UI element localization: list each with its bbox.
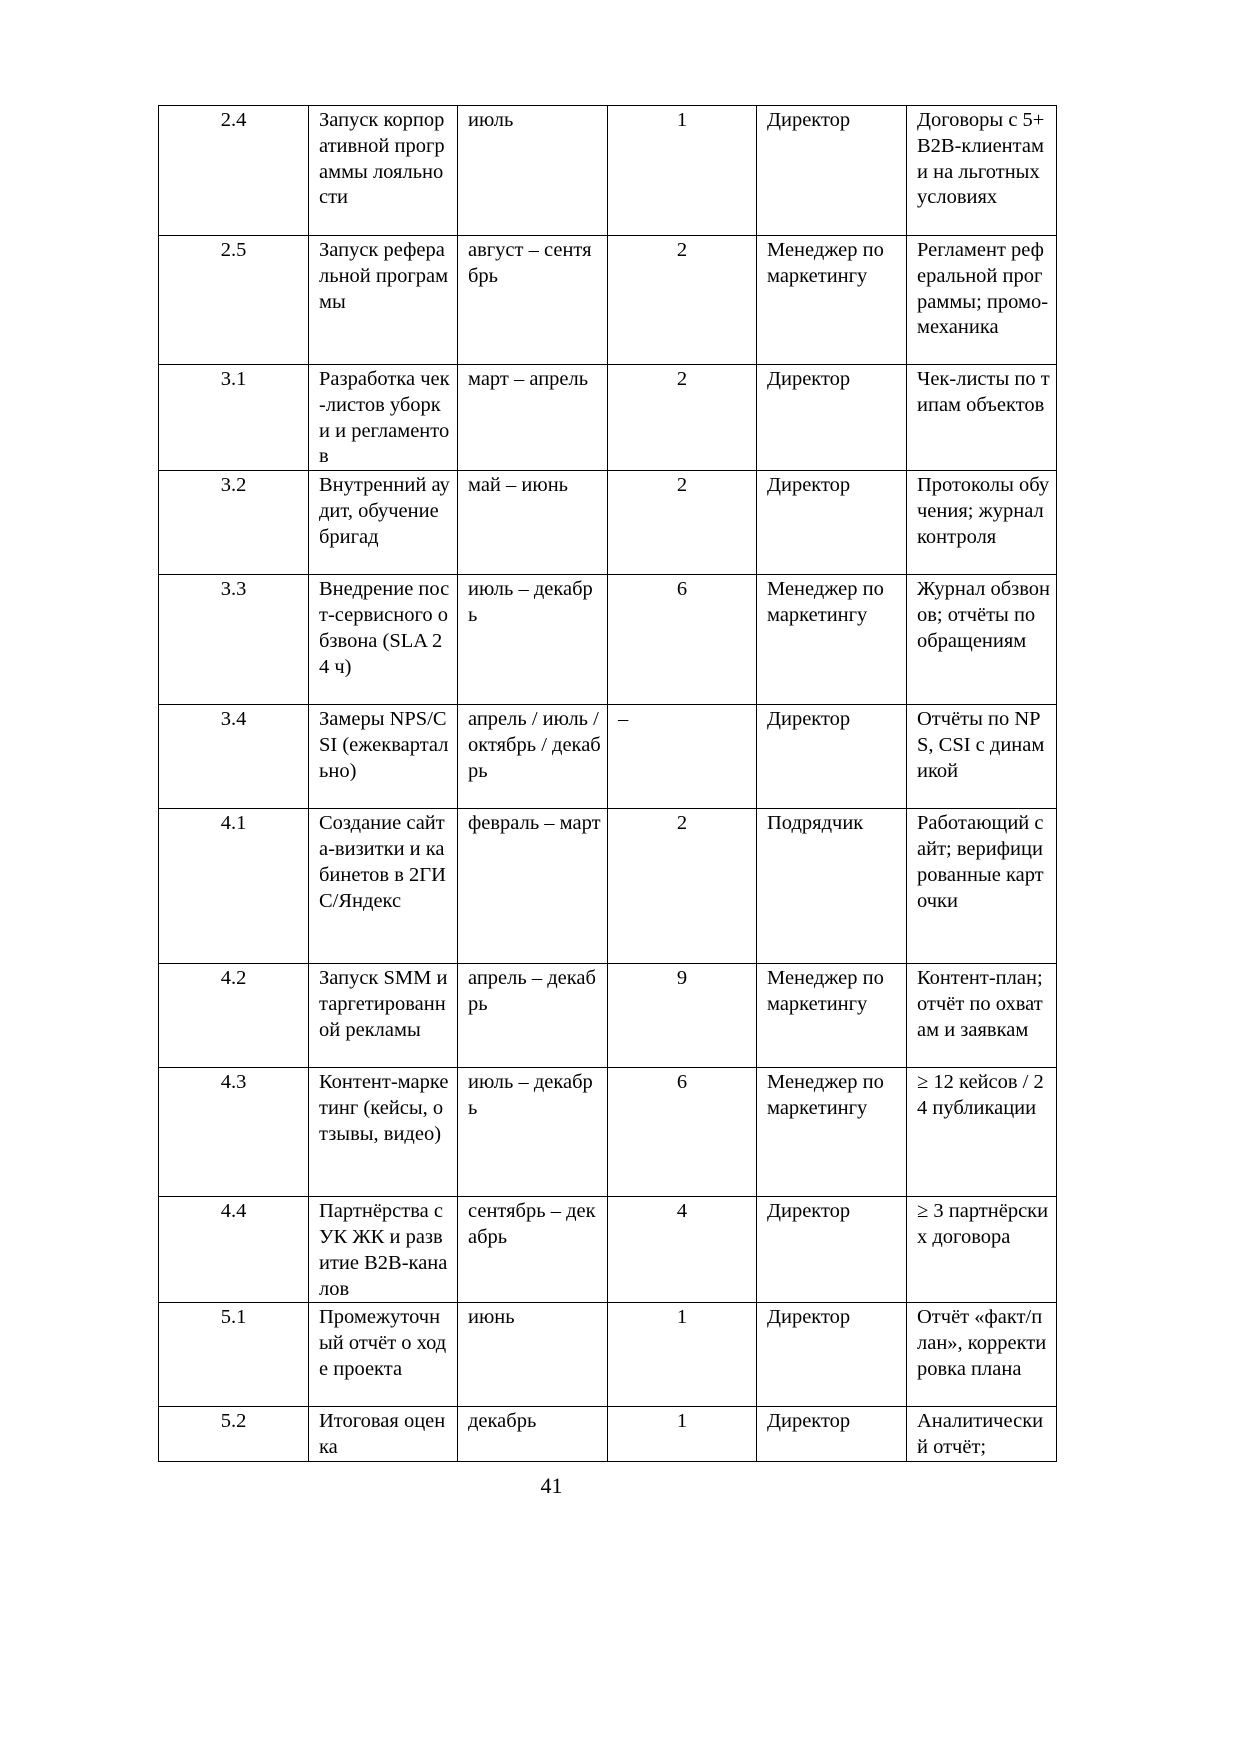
- cell-responsible: Директор: [757, 1197, 907, 1303]
- cell-responsible: Директор: [757, 1407, 907, 1462]
- cell-number: 4.4: [159, 1197, 309, 1303]
- cell-period: сентябрь – декабрь: [458, 1197, 608, 1303]
- cell-result: Работающий сайт; верифицированные карточки: [907, 809, 1057, 964]
- cell-duration: 2: [608, 471, 757, 575]
- table-row: [159, 236, 1057, 365]
- cell-period: март – апрель: [458, 365, 608, 471]
- cell-responsible: Подрядчик: [757, 809, 907, 964]
- cell-period: февраль – март: [458, 809, 608, 964]
- table-row: [159, 575, 1057, 705]
- cell-responsible: Менеджер по маркетингу: [757, 964, 907, 1068]
- cell-period: май – июнь: [458, 471, 608, 575]
- cell-duration: 6: [608, 1068, 757, 1197]
- cell-responsible: Менеджер по маркетингу: [757, 575, 907, 705]
- cell-duration: 2: [608, 809, 757, 964]
- plan-table-body: [159, 106, 1057, 1462]
- cell-responsible: Менеджер по маркетингу: [757, 1068, 907, 1197]
- cell-period: июль – декабрь: [458, 575, 608, 705]
- cell-result: Журнал обзвонов; отчёты по обращениям: [907, 575, 1057, 705]
- plan-table: [158, 105, 1057, 1462]
- cell-result: Отчёт «факт/план», корректировка плана: [907, 1303, 1057, 1407]
- page-number: 41: [540, 1473, 563, 1498]
- cell-result: Договоры с 5+ B2B-клиентами на льготных условиях: [907, 106, 1057, 236]
- table-row: [159, 471, 1057, 575]
- cell-duration: 6: [608, 575, 757, 705]
- cell-responsible: Директор: [757, 1303, 907, 1407]
- cell-activity: Замеры NPS/CSI (ежеквартально): [309, 705, 458, 809]
- cell-responsible: Директор: [757, 471, 907, 575]
- cell-period: август – сентябрь: [458, 236, 608, 365]
- table-row: [159, 809, 1057, 964]
- table-row: [159, 1197, 1057, 1303]
- cell-result: Протоколы обучения; журнал контроля: [907, 471, 1057, 575]
- cell-activity: Внедрение пост-сервисного обзвона (SLA 24 ч): [309, 575, 458, 705]
- table-row: [159, 1303, 1057, 1407]
- cell-responsible: Директор: [757, 705, 907, 809]
- cell-duration: 9: [608, 964, 757, 1068]
- cell-period: июнь: [458, 1303, 608, 1407]
- cell-activity: Внутренний аудит, обучение бригад: [309, 471, 458, 575]
- cell-number: 3.3: [159, 575, 309, 705]
- cell-number: 4.3: [159, 1068, 309, 1197]
- cell-duration: 1: [608, 1303, 757, 1407]
- cell-activity: Промежуточный отчёт о ходе проекта: [309, 1303, 458, 1407]
- cell-number: 5.1: [159, 1303, 309, 1407]
- cell-number: 3.4: [159, 705, 309, 809]
- cell-duration: 1: [608, 106, 757, 236]
- cell-activity: Запуск SMM и таргетированной рекламы: [309, 964, 458, 1068]
- cell-duration: 2: [608, 365, 757, 471]
- cell-result: ≥ 3 партнёрских договора: [907, 1197, 1057, 1303]
- cell-number: 2.4: [159, 106, 309, 236]
- cell-result: Чек-листы по типам объектов: [907, 365, 1057, 471]
- cell-result: Отчёты по NPS, CSI с динамикой: [907, 705, 1057, 809]
- table-row: [159, 964, 1057, 1068]
- cell-result: Аналитический отчёт;: [907, 1407, 1057, 1462]
- cell-period: апрель – декабрь: [458, 964, 608, 1068]
- cell-duration: 4: [608, 1197, 757, 1303]
- table-row: [159, 1407, 1057, 1462]
- cell-result: ≥ 12 кейсов / 24 публикации: [907, 1068, 1057, 1197]
- cell-activity: Партнёрства с УК ЖК и развитие B2B-каналов: [309, 1197, 458, 1303]
- table-row: [159, 705, 1057, 809]
- cell-number: 5.2: [159, 1407, 309, 1462]
- cell-period: июль – декабрь: [458, 1068, 608, 1197]
- cell-responsible: Менеджер по маркетингу: [757, 236, 907, 365]
- cell-period: апрель / июль / октябрь / декабрь: [458, 705, 608, 809]
- cell-activity: Итоговая оценка: [309, 1407, 458, 1462]
- cell-duration: –: [608, 705, 757, 809]
- cell-activity: Создание сайта-визитки и кабинетов в 2ГИС/Яндекс: [309, 809, 458, 964]
- cell-period: декабрь: [458, 1407, 608, 1462]
- table-row: [159, 1068, 1057, 1197]
- cell-responsible: Директор: [757, 106, 907, 236]
- cell-activity: Контент-маркетинг (кейсы, отзывы, видео): [309, 1068, 458, 1197]
- cell-activity: Запуск корпоративной программы лояльности: [309, 106, 458, 236]
- cell-activity: Разработка чек-листов уборки и регламентов: [309, 365, 458, 471]
- cell-result: Регламент реферальной программы; промо-механика: [907, 236, 1057, 365]
- cell-number: 3.2: [159, 471, 309, 575]
- cell-duration: 2: [608, 236, 757, 365]
- cell-result: Контент-план; отчёт по охватам и заявкам: [907, 964, 1057, 1068]
- table-row: [159, 365, 1057, 471]
- cell-responsible: Директор: [757, 365, 907, 471]
- cell-number: 2.5: [159, 236, 309, 365]
- cell-period: июль: [458, 106, 608, 236]
- table-row: [159, 106, 1057, 236]
- cell-number: 3.1: [159, 365, 309, 471]
- cell-number: 4.2: [159, 964, 309, 1068]
- cell-number: 4.1: [159, 809, 309, 964]
- cell-duration: 1: [608, 1407, 757, 1462]
- cell-activity: Запуск реферальной программы: [309, 236, 458, 365]
